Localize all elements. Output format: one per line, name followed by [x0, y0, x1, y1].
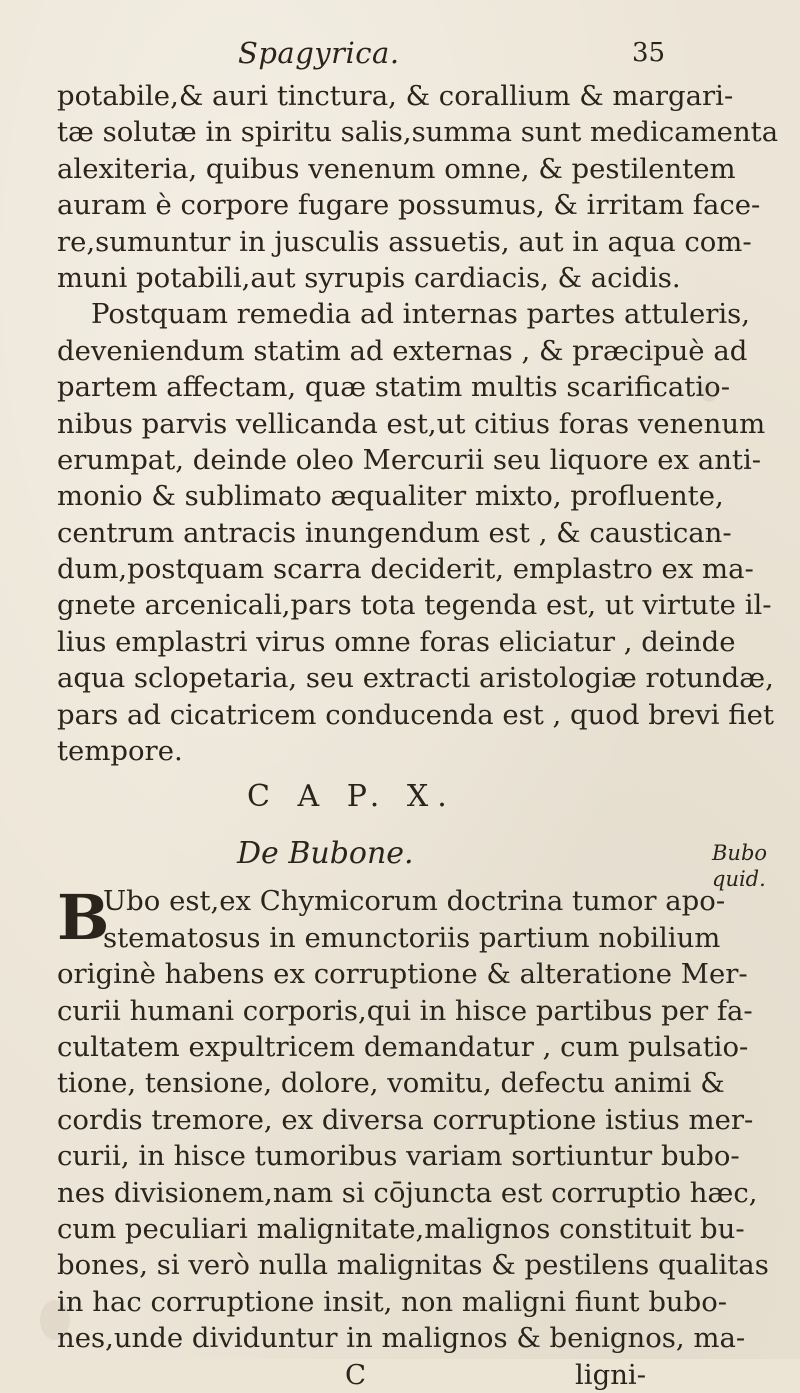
text-line: nes,unde dividuntur in malignos & benignos, ma- — [57, 1322, 746, 1355]
text-line: tione, tensione, dolore, vomitu, defectu animi & — [57, 1067, 725, 1100]
paragraph-3 — [57, 881, 769, 1356]
text-line: nibus parvis vellicanda est,ut citius foras venenum — [57, 407, 766, 440]
first-line-text: Ubo est,ex Chymicorum doctrina tumor apo- — [103, 885, 726, 918]
paragraph-1 — [57, 78, 779, 296]
text-line: dum,postquam scarra deciderit, emplastro ex ma- — [57, 553, 754, 586]
text-line: Postquam remedia ad internas partes attuleris, — [91, 298, 751, 331]
chapter-subtitle: De Bubone. — [237, 836, 414, 872]
page-number: 35 — [632, 38, 666, 68]
text-line: cultatem expultricem demandatur , cum pulsatio- — [57, 1030, 749, 1063]
text-line: deveniendum statim ad externas , & præcipuè ad — [57, 334, 748, 367]
text-line: in hac corruptione insit, non maligni fiunt bubo- — [57, 1285, 728, 1318]
text-line: auram è corpore fugare possumus, & irritam face- — [57, 189, 761, 222]
text-line: muni potabili,aut syrupis cardiacis, & acidis. — [57, 261, 681, 294]
text-line: monio & sublimato æqualiter mixto, profluente, — [57, 480, 724, 513]
text-line: centrum antracis inungendum est , & caustican- — [57, 516, 732, 549]
signature-mark: C — [345, 1358, 367, 1391]
text-line: re,sumuntur in jusculis assuetis, aut in aqua com- — [57, 225, 752, 258]
text-line: pars ad cicatricem conducenda est , quod brevi fiet — [57, 698, 774, 731]
paragraph-2 — [57, 296, 774, 769]
text-line: cordis tremore, ex diversa corruptione istius mer- — [57, 1103, 754, 1136]
text-line: erumpat, deinde oleo Mercurii seu liquore ex anti- — [57, 443, 762, 476]
margin-note-line: Bubo — [712, 841, 768, 865]
text-line: tempore. — [57, 735, 183, 768]
margin-note-line: quid. — [712, 867, 766, 891]
text-line: nes divisionem,nam si cōjuncta est corruptio hæc, — [57, 1176, 758, 1209]
margin-note — [712, 840, 792, 892]
text-line: alexiteria, quibus venenum omne, & pestilentem — [57, 152, 736, 185]
text-line: cum peculiari malignitate,malignos constituit bu- — [57, 1212, 745, 1245]
page-footer — [57, 1357, 697, 1393]
text-line: stematosus in emunctoriis partium nobilium — [103, 921, 721, 954]
text-line: partem affectam, quæ statim multis scarificatio- — [57, 371, 730, 404]
text-line: aqua sclopetaria, seu extracti aristologiæ rotundæ, — [57, 662, 774, 695]
text-line: originè habens ex corruptione & alteratione Mer- — [57, 958, 748, 991]
running-title: Spagyrica. — [238, 36, 400, 70]
text-line: bones, si verò nulla malignitas & pestilens qualitas — [57, 1249, 769, 1282]
text-line: tæ solutæ in spiritu salis,summa sunt medicamenta — [57, 116, 779, 149]
catchword: ligni- — [575, 1358, 646, 1391]
text-line: curii humani corporis,qui in hisce partibus per fa- — [57, 994, 753, 1027]
drop-cap: B — [57, 881, 110, 955]
chapter-heading: C A P. X. — [247, 779, 456, 815]
text-line: potabile,& auri tinctura, & corallium & margari- — [57, 80, 734, 112]
text-line: curii, in hisce tumoribus variam sortiuntur bubo- — [57, 1140, 740, 1173]
text-line: gnete arcenicali,pars tota tegenda est, ut virtute il- — [57, 589, 772, 622]
page-header — [0, 36, 800, 76]
text-line: lius emplastri virus omne foras eliciatur , deinde — [57, 625, 736, 658]
